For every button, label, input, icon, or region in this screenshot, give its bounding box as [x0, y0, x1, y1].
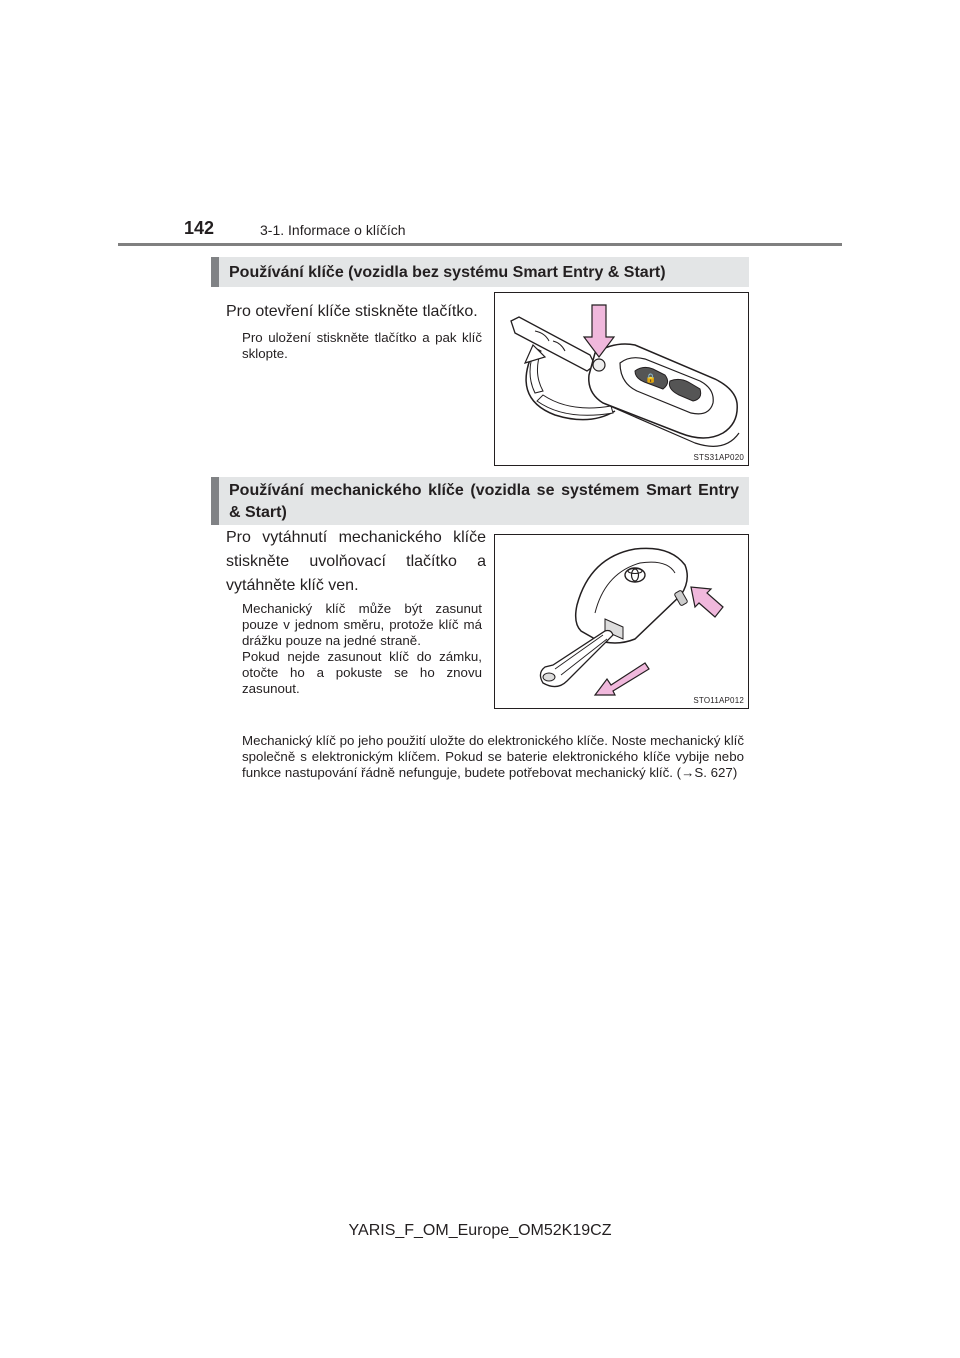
section-heading-mechanical-key: Používání mechanického klíče (vozidla se systémem Smart Entry & Start)	[211, 477, 749, 525]
figure-flip-key	[494, 292, 749, 466]
figure-code: STO11AP012	[693, 696, 744, 705]
chapter-title: 3-1. Informace o klíčích	[260, 222, 406, 238]
figure-code: STS31AP020	[693, 453, 744, 462]
section-heading-key-usage: Používání klíče (vozidla bez systému Smart Entry & Start)	[211, 257, 749, 287]
note-store-key: Mechanický klíč po jeho použití uložte do elektronického klíče. Noste mechanický klíč společně s elektronickým klíčem. Pokud se baterie elektronického klíče vybije nebo funkce nastupování řádně nefunguje, budete potřebovat mechanický klíč. (→S. 627)	[242, 733, 744, 780]
page-number: 142	[184, 218, 215, 238]
figure-smart-key	[494, 534, 749, 709]
smart-key-illustration	[495, 535, 748, 708]
note-groove: Mechanický klíč může být zasunut pouze v jednom směru, protože klíč má drážku pouze na jedné straně.	[242, 601, 482, 648]
instruction-pull-key: Pro vytáhnutí mechanického klíče stiskněte uvolňovací tlačítko a vytáhněte klíč ven.	[226, 529, 486, 594]
note-flip-retry: Pokud nejde zasunout klíč do zámku, otočte ho a pokuste se ho znovu zasunout.	[242, 649, 482, 696]
header-divider	[118, 243, 842, 246]
note-key-direction	[242, 601, 482, 697]
flip-key-illustration	[495, 293, 748, 465]
instruction-open-key: Pro otevření klíče stiskněte tlačítko.	[226, 303, 478, 320]
document-id: YARIS_F_OM_Europe_OM52K19CZ	[348, 1222, 612, 1239]
svg-text:🔒: 🔒	[645, 374, 657, 384]
note-fold-key: Pro uložení stiskněte tlačítko a pak klíč sklopte.	[242, 330, 482, 361]
